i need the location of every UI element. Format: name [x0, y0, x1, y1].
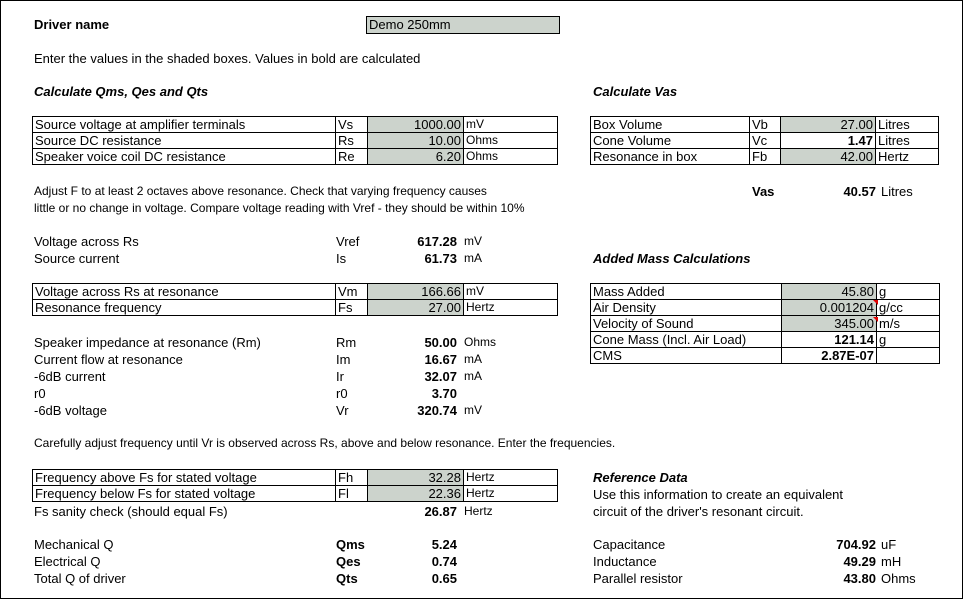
row-label: Source DC resistance: [33, 133, 336, 149]
row-symbol: Vb: [750, 117, 781, 133]
row-unit: g/cc: [877, 300, 940, 316]
row-symbol: Vm: [336, 284, 368, 300]
row-unit: Ohms: [464, 149, 558, 165]
r0-label: r0: [34, 386, 46, 401]
row-symbol: Fs: [336, 300, 368, 316]
inductance-value: 49.29: [843, 554, 876, 569]
row-label: CMS: [591, 348, 782, 364]
im-unit: mA: [464, 352, 482, 366]
ir-unit: mA: [464, 369, 482, 383]
row-label: Box Volume: [591, 117, 750, 133]
row-label: Air Density: [591, 300, 782, 316]
row-unit: [877, 348, 940, 364]
row-symbol: Vc: [750, 133, 781, 149]
row-label: Cone Volume: [591, 133, 750, 149]
velocity-of-sound-input[interactable]: 345.00: [782, 316, 877, 332]
row-unit: Hertz: [464, 470, 558, 486]
vref-value: 617.28: [417, 234, 457, 249]
rm-label: Speaker impedance at resonance (Rm): [34, 335, 261, 350]
mass-table: [590, 283, 940, 364]
table-row: [33, 133, 558, 149]
row-label: Frequency below Fs for stated voltage: [33, 486, 336, 502]
fh-input[interactable]: 32.28: [368, 470, 464, 486]
mass-added-input[interactable]: 45.80: [782, 284, 877, 300]
row-label: Resonance frequency: [33, 300, 336, 316]
reference-line-1: Use this information to create an equivalent: [593, 487, 844, 502]
frequency-inputs-table: [32, 469, 558, 502]
comment-indicator-icon[interactable]: [873, 317, 878, 322]
qms-value: 5.24: [431, 537, 457, 552]
is-value: 61.73: [424, 251, 457, 266]
note-line-3: Carefully adjust frequency until Vr is observed across Rs, above and below resonance. Enter the frequencies.: [34, 436, 616, 450]
ir-label: -6dB current: [34, 369, 106, 384]
vr-unit: mV: [464, 403, 482, 417]
qes-label: Electrical Q: [34, 554, 101, 569]
air-density-input[interactable]: 0.001204: [782, 300, 877, 316]
row-label: Mass Added: [591, 284, 782, 300]
source-inputs-table: [32, 116, 558, 165]
vas-symbol: Vas: [752, 184, 775, 199]
row-symbol: Vs: [336, 117, 368, 133]
re-input[interactable]: 6.20: [368, 149, 464, 165]
vr-value: 320.74: [417, 403, 457, 418]
row-unit: Hertz: [464, 486, 558, 502]
capacitance-label: Capacitance: [593, 537, 666, 552]
cms-value: 2.87E-07: [782, 348, 877, 364]
qts-value: 0.65: [431, 571, 457, 586]
rs-input[interactable]: 10.00: [368, 133, 464, 149]
sanity-label: Fs sanity check (should equal Fs): [34, 504, 228, 519]
qes-symbol: Qes: [336, 554, 361, 569]
reference-line-2: circuit of the driver's resonant circuit.: [593, 504, 804, 519]
sanity-value: 26.87: [424, 504, 457, 519]
im-value: 16.67: [424, 352, 457, 367]
vr-label: -6dB voltage: [34, 403, 107, 418]
table-row: [33, 149, 558, 165]
rm-value: 50.00: [424, 335, 457, 350]
row-unit: g: [877, 284, 940, 300]
row-unit: g: [877, 332, 940, 348]
q-section-title: Calculate Qms, Qes and Qts: [34, 84, 209, 99]
table-row: [591, 284, 940, 300]
table-row: [591, 316, 940, 332]
rm-unit: Ohms: [464, 335, 497, 349]
row-unit: mV: [464, 117, 558, 133]
capacitance-value: 704.92: [836, 537, 876, 552]
row-symbol: Fh: [336, 470, 368, 486]
row-unit: Hertz: [876, 149, 939, 165]
fb-input[interactable]: 42.00: [781, 149, 876, 165]
row-unit: Litres: [876, 117, 939, 133]
reference-title: Reference Data: [593, 470, 688, 485]
is-label: Source current: [34, 251, 120, 266]
sanity-unit: Hertz: [464, 504, 493, 518]
vr-symbol: Vr: [336, 403, 349, 418]
vas-table: [590, 116, 939, 165]
capacitance-unit: uF: [881, 537, 897, 552]
vb-input[interactable]: 27.00: [781, 117, 876, 133]
row-label: Voltage across Rs at resonance: [33, 284, 336, 300]
vref-unit: mV: [464, 234, 482, 248]
vref-label: Voltage across Rs: [34, 234, 139, 249]
fl-input[interactable]: 22.36: [368, 486, 464, 502]
rm-symbol: Rm: [336, 335, 357, 350]
r0-symbol: r0: [336, 386, 348, 401]
row-symbol: Fb: [750, 149, 781, 165]
row-unit: Litres: [876, 133, 939, 149]
ir-symbol: Ir: [336, 369, 344, 384]
qts-label: Total Q of driver: [34, 571, 126, 586]
row-symbol: Rs: [336, 133, 368, 149]
driver-name-label: Driver name: [34, 17, 110, 32]
table-row: [33, 300, 558, 316]
inductance-unit: mH: [881, 554, 902, 569]
qes-value: 0.74: [431, 554, 457, 569]
row-label: Frequency above Fs for stated voltage: [33, 470, 336, 486]
row-label: Resonance in box: [591, 149, 750, 165]
table-row: [591, 300, 940, 316]
vas-section-title: Calculate Vas: [593, 84, 678, 99]
instructions-text: Enter the values in the shaded boxes. Values in bold are calculated: [34, 51, 421, 66]
row-symbol: Fl: [336, 486, 368, 502]
table-row: [33, 117, 558, 133]
qms-symbol: Qms: [336, 537, 365, 552]
note-line-2: little or no change in voltage. Compare voltage reading with Vref - they should be within 10%: [34, 201, 525, 215]
im-symbol: Im: [336, 352, 351, 367]
table-row: [591, 348, 940, 364]
vas-value: 40.57: [843, 184, 876, 199]
is-unit: mA: [464, 251, 482, 265]
vas-unit: Litres: [881, 184, 913, 199]
table-row: [33, 284, 558, 300]
parallel-resistor-label: Parallel resistor: [593, 571, 683, 586]
vs-input[interactable]: 1000.00: [368, 117, 464, 133]
note-line-1: Adjust F to at least 2 octaves above resonance. Check that varying frequency causes: [34, 184, 487, 198]
row-label: Source voltage at amplifier terminals: [33, 117, 336, 133]
row-unit: m/s: [877, 316, 940, 332]
inductance-label: Inductance: [593, 554, 657, 569]
r0-value: 3.70: [431, 386, 457, 401]
table-row: [591, 117, 939, 133]
resonance-inputs-table: [32, 283, 558, 316]
table-row: [591, 133, 939, 149]
vm-input[interactable]: 166.66: [368, 284, 464, 300]
table-row: [591, 149, 939, 165]
vref-symbol: Vref: [336, 234, 360, 249]
table-row: [591, 332, 940, 348]
is-symbol: Is: [336, 251, 347, 266]
im-label: Current flow at resonance: [34, 352, 183, 367]
cone-mass-value: 121.14: [782, 332, 877, 348]
qms-label: Mechanical Q: [34, 537, 114, 552]
row-label: Velocity of Sound: [591, 316, 782, 332]
row-label: Speaker voice coil DC resistance: [33, 149, 336, 165]
comment-indicator-icon[interactable]: [873, 300, 878, 305]
row-unit: mV: [464, 284, 558, 300]
table-row: [33, 486, 558, 502]
parallel-resistor-unit: Ohms: [881, 571, 916, 586]
qts-symbol: Qts: [336, 571, 358, 586]
table-row: [33, 470, 558, 486]
vc-value: 1.47: [781, 133, 876, 149]
fs-input[interactable]: 27.00: [368, 300, 464, 316]
ir-value: 32.07: [424, 369, 457, 384]
row-unit: Hertz: [464, 300, 558, 316]
row-unit: Ohms: [464, 133, 558, 149]
driver-name-input[interactable]: Demo 250mm: [366, 16, 560, 34]
parallel-resistor-value: 43.80: [843, 571, 876, 586]
row-label: Cone Mass (Incl. Air Load): [591, 332, 782, 348]
mass-section-title: Added Mass Calculations: [593, 251, 751, 266]
row-symbol: Re: [336, 149, 368, 165]
